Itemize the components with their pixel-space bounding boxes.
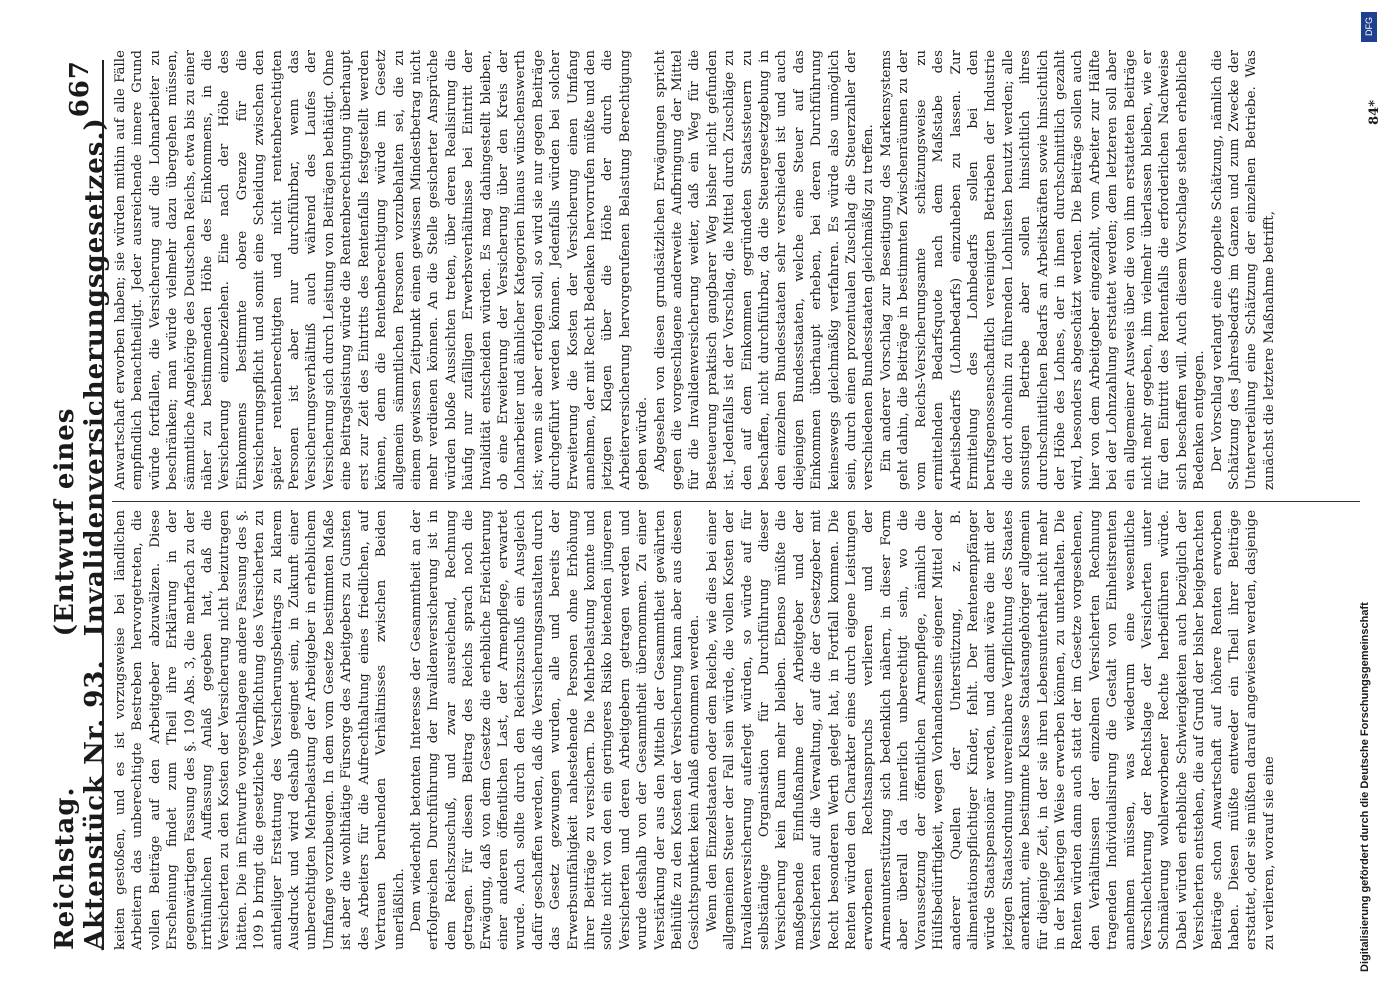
paragraph: Der Vorschlag verlangt eine doppelte Schätzung, nämlich die Schätzung des Jahresbedarfs im Ganzen und zum Zwecke der Unterverteilung eine Schätzung der einzelnen Betriebe. Was zunächst die letztere Maßnahme betrifft, <box>1209 50 1277 490</box>
header-left: Reichstag. Aktenstück Nr. 93. <box>50 659 110 950</box>
paragraph: Dem wiederholt betonten Interesse der Gesammtheit an der erfolgreichen Durchführung der Invalidenversicherung ist in dem Reichszuschuß, und zwar ausreichend, Rechnung getragen. Für diesen Beitrag des Reichs sprach noch die Erwägung, daß von dem Gesetze die erhebliche Erleichterung einer anderen öffentlichen Last, der Armenpflege, erwartet wurde. Auch sollte durch den Reichszuschuß ein Ausgleich dafür geschaffen werden, daß die Versicherungsanstalten durch das Gesetz gezwungen wurden, alle und bereits der Erwerbsunfähigkeit nahestehende Personen ohne Erhöhung ihrer Beiträge zu versichern. Die Mehrbelastung konnte und sollte nicht von den ein geringeres Risiko bietenden jüngeren Versicherten und deren Arbeitgebern getragen werden und wurde deshalb von der Gesammtheit übernommen. Zu einer Verstärkung der aus den Mitteln der Gesammtheit gewährten Beihülfe zu den Kosten der Versicherung kann aber aus diesen Gesichtspunkten kein Anlaß entnommen werden. <box>408 510 703 950</box>
page-header <box>50 60 110 950</box>
signature-mark: 84* <box>1367 100 1382 125</box>
paragraph: Wenn den Einzelstaaten oder dem Reiche, wie dies bei einer allgemeinen Steuer der Fall sein würde, die vollen Kosten der Invalidenversicherung auferlegt würden, so würde auf für selbständige Organisation für Durchführung dieser Versicherung kein Raum mehr bleiben. Ebenso müßte die maßgebende Einflußnahme der Arbeitgeber und der Versicherten auf die Verwaltung, auf die der Gesetzgeber mit Recht besonderen Werth gelegt hat, in Fortfall kommen. Die Renten würden den Charakter eines durch eigene Leistungen erworbenen Rechtsanspruchs verlieren und der Armenunterstützung sich bedenklich nähern, in dieser Form aber überall da innerlich unberechtigt sein, wo die Voraussetzung der öffentlichen Armenpflege, nämlich die Hülfsbedürftigkeit, wegen Vorhandenseins eigener Mittel oder anderer Quellen der Unterstützung, z. B. alimentationspflichtiger Kinder, fehlt. Der Rentenempfänger würde Staatspensionär werden, und damit wäre die mit der jetzigen Staatsordnung unvereinbare Verpflichtung des Staates anerkannt, eine bestimmte Klasse Staatsangehöriger allgemein für diejenige Zeit, in der sie ihren Lebensunterhalt nicht mehr in der bisherigen Weise erwerben können, zu unterhalten. Die Renten würden dann auch statt der im Gesetze vorgesehenen, den Verhältnissen der einzelnen Versicherten Rechnung tragenden Individualisirung die Gestalt von Einheitsrenten annehmen müssen, was wiederum eine wesentliche Verschlechterung der Rechtslage der Versicherten unter Schmälerung wohlerworbener Rechte herbeiführen würde. Dabei würden erhebliche Schwierigkeiten auch bezüglich der Versicherten entstehen, die auf Grund der bisher beigebrachten Beiträge schon Anwartschaft auf höhere Renten erworben haben. Diesen müßte entweder ein Theil ihrer Beiträge erstattet, oder sie müßten darauf angewiesen werden, dasjenige zu verlieren, worauf sie eine <box>704 510 1277 950</box>
paragraph: Anwartschaft erworben haben; sie würden mithin auf alle Fälle empfindlich benachtheiligt. Jeder ausreichende innere Grund würde fortfallen, die Versicherung auf die Lohnarbeiter zu beschränken; man würde vielmehr dazu übergehen müssen, sämmtliche Angehörige des Deutschen Reichs, etwa bis zu einer näher zu bestimmenden Höhe des Einkommens, in die Versicherung einzubeziehen. Eine nach der Höhe des Einkommens bestimmte obere Grenze für die Versicherungspflicht und somit eine Scheidung zwischen den später rentenberechtigten und nicht rentenberechtigten Personen ist aber nur durchführbar, wenn das Versicherungsverhältniß auch während des Laufes der Versicherung sich durch Leistung von Beiträgen bethätigt. Ohne eine Beitragsleistung würde die Rentenberechtigung überhaupt erst zur Zeit des Eintritts des Rentenfalls festgestellt werden können, denn die Rentenberechtigung würde im Gesetz allgemein sämmtlichen Personen vorzubehalten sei, die zu einem gewissen Zeitpunkt einen gewissen Mindestbetrag nicht mehr verdienen können. An die Stelle gesicherter Ansprüche würden bloße Aussichten treten, über deren Realisirung die häufig nur zufälligen Erwerbsverhältnisse bei Eintritt der Invalidität entscheiden würden. Es mag dahingestellt bleiben, ob eine Erweiterung der Versicherung über den Kreis der Lohnarbeiter und ähnlicher Kategorien hinaus wünschenswerth ist; wenn sie aber erfolgen soll, so wird sie nur gegen Beiträge durchgeführt werden können. Jedenfalls würden bei solcher Erweiterung die Kosten der Versicherung einen Umfang annehmen, der mit Recht Bedenken hervorrufen müßte und den jetzigen Klagen über die Höhe der durch die Arbeiterversicherung hervorgerufenen Belastung Berechtigung geben würde. <box>113 50 651 490</box>
dfg-logo: DFG <box>1361 12 1377 42</box>
attribution-strip <box>1357 12 1377 972</box>
left-column <box>112 510 1360 950</box>
page-number: 667 <box>65 60 95 118</box>
paragraph: Ein anderer Vorschlag zur Beseitigung des Markensystems geht dahin, die Beiträge in bestimmten Zwischenräumen zu der vom Reichs-Versicherungsamte schätzungsweise zu ermittelnden Bedarfsquote nach dem Maßstabe des Arbeitsbedarfs (Lohnbedarfs) einzuheben zu lassen. Zur Ermittelung des Lohnbedarfs sollen bei den berufsgenossenschaftlich vereinigten Betrieben der Industrie die dort ohnehin zu führenden Lohnlisten benutzt werden; alle sonstigen Betriebe aber sollen hinsichtlich ihres durchschnittlichen Bedarfs an Arbeitskräften sowie hinsichtlich der Höhe des Lohnes, der in ihnen durchschnittlich gezahlt wird, besonders abgeschätzt werden. Die Beiträge sollen auch hier von dem Arbeitgeber eingezahlt, vom Arbeiter zur Hälfte bei der Lohnzahlung erstattet werden; dem letzteren soll aber ein allgemeiner Ausweis über die von ihm erstatteten Beiträge nicht mehr gegeben, ihm vielmehr überlassen bleiben, wie er für den Eintritt des Rentenfalls die erforderlichen Nachweise sich beschaffen will. Auch diesem Vorschlage stehen erhebliche Bedenken entgegen. <box>878 50 1208 490</box>
header-rule <box>102 60 104 950</box>
right-column <box>112 50 1360 490</box>
header-title: (Entwurf eines Invalidenversicherungsgesetzes.) <box>50 117 110 637</box>
column-divider <box>112 501 1360 502</box>
paragraph: Abgesehen von diesen grundsätzlichen Erwägungen spricht gegen die vorgeschlagene anderweite Aufbringung der Mittel für die Invalidenversicherung weiter, daß ein Weg für die Besteuerung praktisch gangbarer Weg bisher nicht gefunden ist. Jedenfalls ist der Vorschlag, die Mittel durch Zuschläge zu den auf dem Einkommen gegründeten Staatssteuern zu beschaffen, nicht durchführbar, da die Steuergesetzgebung in den einzelnen Bundesstaaten sehr verschieden ist und auch diejenigen Bundesstaaten, welche eine Steuer auf das Einkommen überhaupt erheben, bei deren Durchführung keineswegs gleichmäßig verfahren. Es würde also unmöglich sein, durch einen prozentualen Zuschlag die Steuerzahler der verschiedenen Bundesstaaten gleichmäßig zu treffen. <box>652 50 877 490</box>
attribution-text: Digitalisierung gefördert durch die Deutsche Forschungsgemeinschaft <box>1359 602 1371 972</box>
paragraph: keiten gestoßen, und es ist vorzugsweise bei ländlichen Arbeitern das unberechtigte Bestreben hervorgetreten, die vollen Beiträge auf den Arbeitgeber abzuwälzen. Diese Erscheinung findet zum Theil ihre Erklärung in der gegenwärtigen Fassung des §. 109 Abs. 3, die mehrfach zu der irrthümlichen Auffassung Anlaß gegeben hat, daß die Versicherten zu den Kosten der Versicherung nicht beizutragen hätten. Die im Entwurfe vorgeschlagene andere Fassung des §. 109 b bringt die gesetzliche Verpflichtung des Versicherten zu antheiliger Erstattung des Versicherungsbeitrags zu klarem Ausdruck und wird deshalb geeignet sein, in Zukunft einer unberechtigten Mehrbelastung der Arbeitgeber in erheblichem Umfange vorzubeugen. In dem vom Gesetze bestimmten Maße ist aber die wohlthätige Fürsorge des Arbeitgebers zu Gunsten des Arbeiters für die Aufrechthaltung eines friedlichen, auf Vertrauen beruhenden Verhältnisses zwischen Beiden unerläßlich. <box>113 510 407 950</box>
